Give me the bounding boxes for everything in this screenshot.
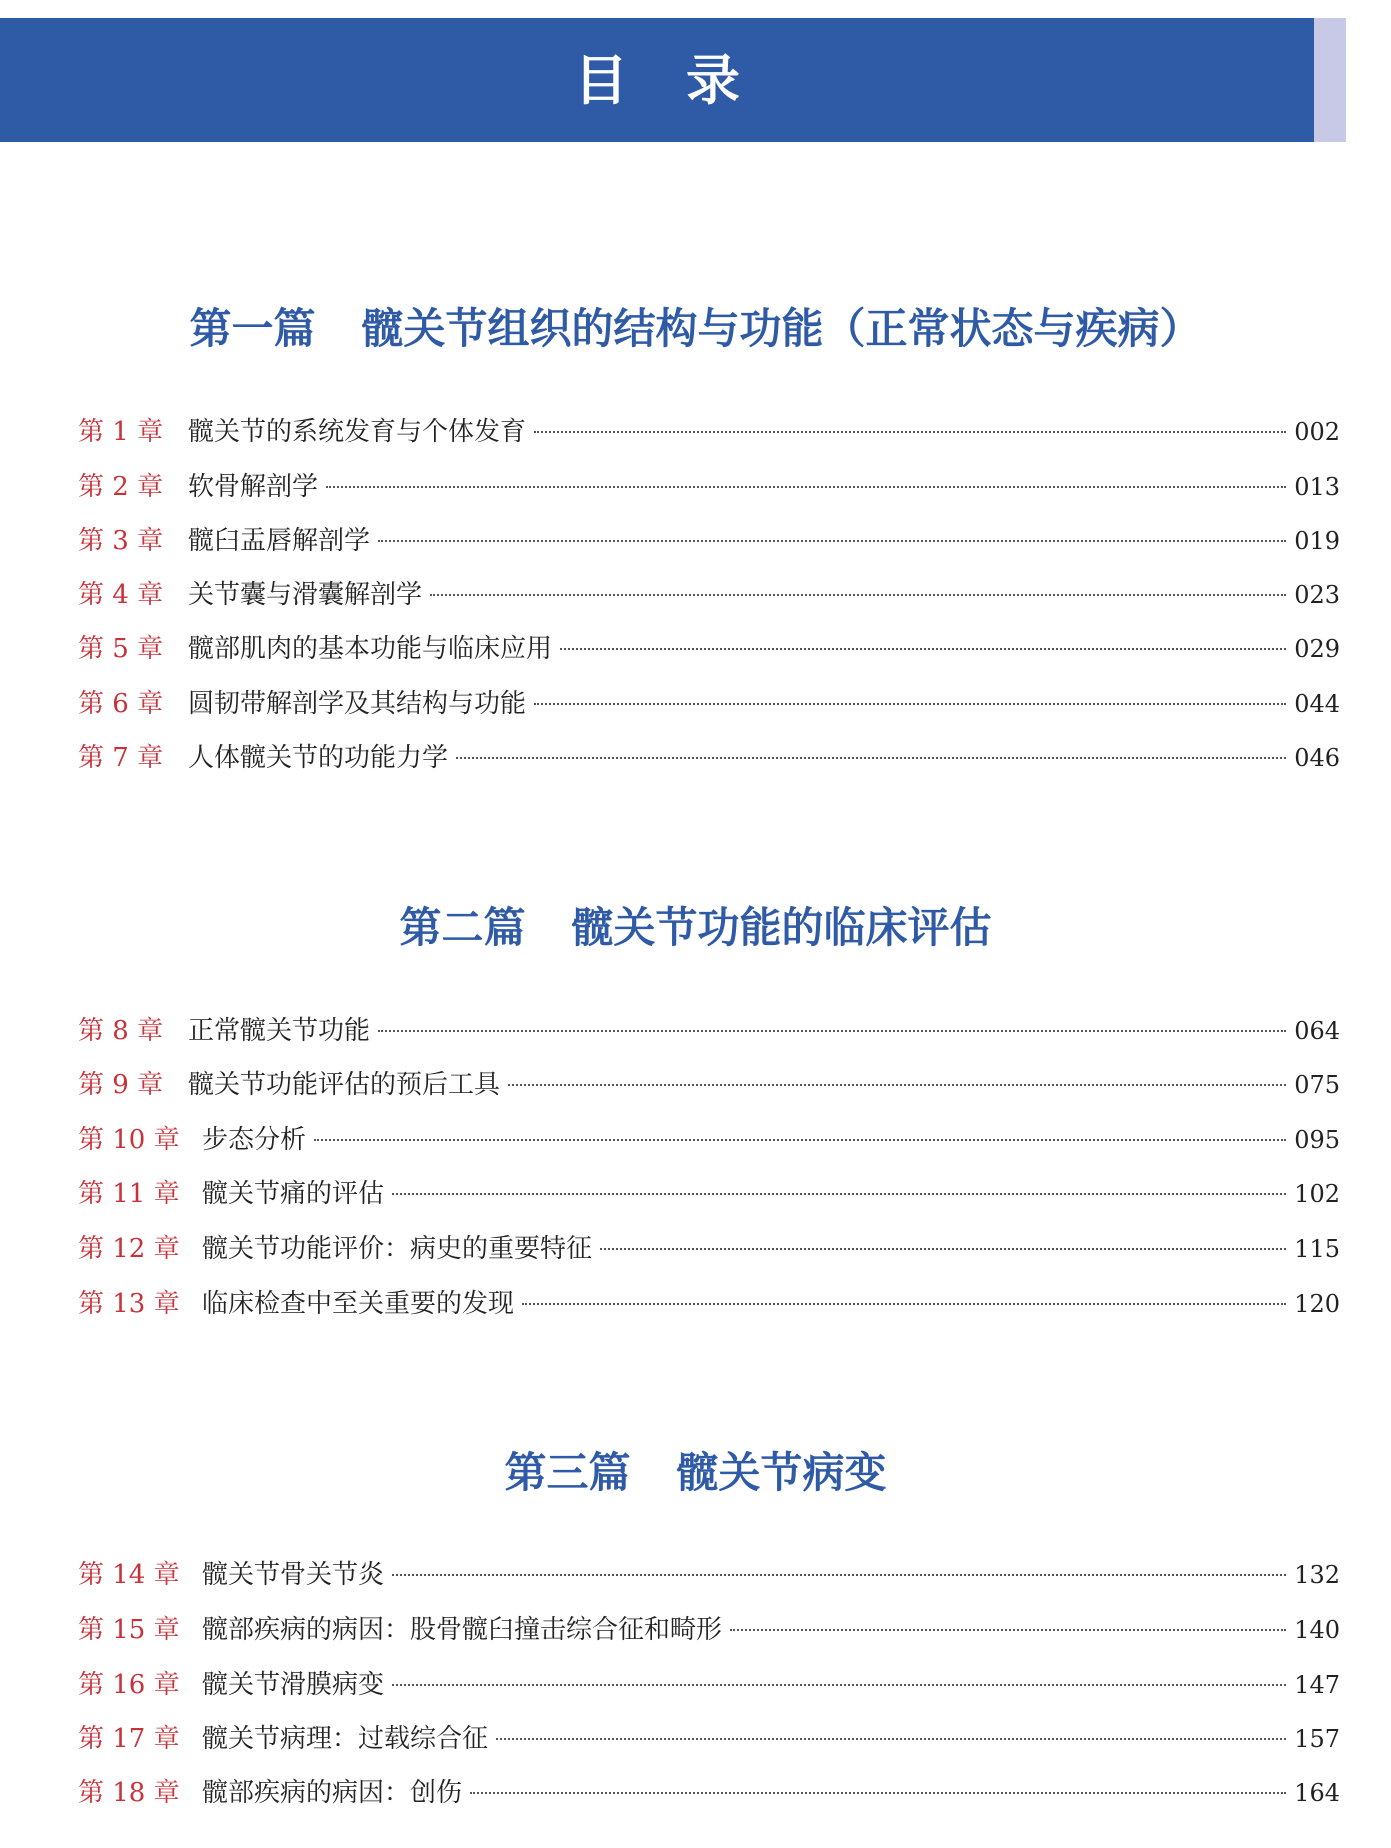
chapter-number: 第 17 章 <box>78 1724 180 1754</box>
dot-leader <box>534 431 1286 433</box>
part-number: 第一篇 <box>189 304 316 353</box>
page-number: 147 <box>1294 1671 1340 1699</box>
part-heading <box>0 301 1391 357</box>
toc-entry[interactable] <box>78 1665 1340 1705</box>
part-heading <box>0 900 1391 956</box>
chapter-number: 第 16 章 <box>78 1670 180 1700</box>
dot-leader <box>508 1084 1286 1086</box>
chapter-number: 第 12 章 <box>78 1234 180 1264</box>
toc-entry[interactable] <box>78 1174 1340 1214</box>
dot-leader <box>456 757 1286 759</box>
toc-entry[interactable] <box>78 521 1340 561</box>
chapter-title: 髋臼盂唇解剖学 <box>188 526 371 556</box>
dot-leader <box>730 1629 1286 1631</box>
chapter-title: 髋部疾病的病因：股骨髋臼撞击综合征和畸形 <box>202 1615 723 1645</box>
dot-leader <box>470 1792 1286 1794</box>
dot-leader <box>392 1684 1286 1686</box>
chapter-number: 第 15 章 <box>78 1615 180 1645</box>
chapter-title: 髋关节痛的评估 <box>202 1179 385 1209</box>
chapter-number: 第 8 章 <box>78 1016 164 1046</box>
page-number: 164 <box>1294 1779 1340 1807</box>
page-number: 019 <box>1294 527 1340 555</box>
page-number: 002 <box>1294 418 1340 446</box>
toc-entry[interactable] <box>78 738 1340 778</box>
page-number: 046 <box>1294 744 1340 772</box>
page-number: 013 <box>1294 473 1340 501</box>
dot-leader <box>600 1248 1286 1250</box>
chapter-title: 髋关节的系统发育与个体发育 <box>188 417 527 447</box>
dot-leader <box>534 703 1286 705</box>
chapter-number: 第 4 章 <box>78 580 164 610</box>
page-number: 140 <box>1294 1616 1340 1644</box>
chapter-title: 髋关节功能评价：病史的重要特征 <box>202 1234 593 1264</box>
toc-entry[interactable] <box>78 467 1340 507</box>
part-2 <box>0 900 1391 956</box>
dot-leader <box>326 486 1286 488</box>
chapter-title: 关节囊与滑囊解剖学 <box>188 580 423 610</box>
chapter-number: 第 5 章 <box>78 634 164 664</box>
toc-entry[interactable] <box>78 629 1340 669</box>
dot-leader <box>560 648 1286 650</box>
part-title: 髋关节功能的临床评估 <box>571 903 992 952</box>
page-number: 029 <box>1294 635 1340 663</box>
dot-leader <box>522 1303 1286 1305</box>
chapter-title: 髋关节骨关节炎 <box>202 1560 385 1590</box>
dot-leader <box>378 1030 1286 1032</box>
page-number: 095 <box>1294 1126 1340 1154</box>
page-number: 115 <box>1294 1235 1340 1263</box>
chapter-number: 第 14 章 <box>78 1560 180 1590</box>
dot-leader <box>392 1574 1286 1576</box>
toc-entry[interactable] <box>78 575 1340 615</box>
chapter-title: 步态分析 <box>202 1125 307 1155</box>
toc-entry[interactable] <box>78 1065 1340 1105</box>
toc-entry[interactable] <box>78 1120 1340 1160</box>
part-heading <box>0 1445 1391 1501</box>
chapter-title: 髋关节功能评估的预后工具 <box>188 1070 501 1100</box>
chapter-number: 第 9 章 <box>78 1070 164 1100</box>
toc-entry[interactable] <box>78 1555 1340 1595</box>
chapter-number: 第 11 章 <box>78 1179 180 1209</box>
dot-leader <box>392 1193 1286 1195</box>
header-bar <box>0 18 1314 142</box>
part-title: 髋关节组织的结构与功能（正常状态与疾病） <box>361 304 1202 353</box>
chapter-title: 髋关节滑膜病变 <box>202 1670 385 1700</box>
chapter-title: 临床检查中至关重要的发现 <box>202 1289 515 1319</box>
chapter-number: 第 18 章 <box>78 1778 180 1808</box>
dot-leader <box>496 1738 1286 1740</box>
page-number: 132 <box>1294 1561 1340 1589</box>
page-number: 102 <box>1294 1180 1340 1208</box>
page-number: 064 <box>1294 1017 1340 1045</box>
toc-entry[interactable] <box>78 1284 1340 1324</box>
chapter-number: 第 7 章 <box>78 743 164 773</box>
dot-leader <box>378 540 1286 542</box>
part-number: 第三篇 <box>504 1448 631 1497</box>
chapter-number: 第 6 章 <box>78 689 164 719</box>
chapter-title: 软骨解剖学 <box>188 472 319 502</box>
part-1 <box>0 301 1391 357</box>
page-number: 120 <box>1294 1290 1340 1318</box>
chapter-title: 髋关节病理：过载综合征 <box>202 1724 489 1754</box>
chapter-title: 正常髋关节功能 <box>188 1016 371 1046</box>
chapter-title: 髋部肌肉的基本功能与临床应用 <box>188 634 553 664</box>
page-number: 044 <box>1294 690 1340 718</box>
toc-entry[interactable] <box>78 1011 1340 1051</box>
page-number: 157 <box>1294 1725 1340 1753</box>
chapter-title: 人体髋关节的功能力学 <box>188 743 449 773</box>
toc-entry[interactable] <box>78 684 1340 724</box>
toc-entry[interactable] <box>78 1773 1340 1813</box>
chapter-number: 第 1 章 <box>78 417 164 447</box>
page-number: 075 <box>1294 1071 1340 1099</box>
header-accent <box>1314 18 1346 142</box>
toc-entry[interactable] <box>78 1719 1340 1759</box>
toc-entry[interactable] <box>78 1610 1340 1650</box>
part-title: 髋关节病变 <box>676 1448 887 1497</box>
dot-leader <box>314 1139 1286 1141</box>
chapter-number: 第 10 章 <box>78 1125 180 1155</box>
chapter-number: 第 3 章 <box>78 526 164 556</box>
toc-entry[interactable] <box>78 1229 1340 1269</box>
page-title: 目录 <box>574 48 798 112</box>
chapter-title: 髋部疾病的病因：创伤 <box>202 1778 463 1808</box>
dot-leader <box>430 594 1286 596</box>
chapter-number: 第 2 章 <box>78 472 164 502</box>
chapter-title: 圆韧带解剖学及其结构与功能 <box>188 689 527 719</box>
page-number: 023 <box>1294 581 1340 609</box>
part-3 <box>0 1445 1391 1501</box>
part-number: 第二篇 <box>399 903 526 952</box>
toc-entry[interactable] <box>78 412 1340 452</box>
chapter-number: 第 13 章 <box>78 1289 180 1319</box>
